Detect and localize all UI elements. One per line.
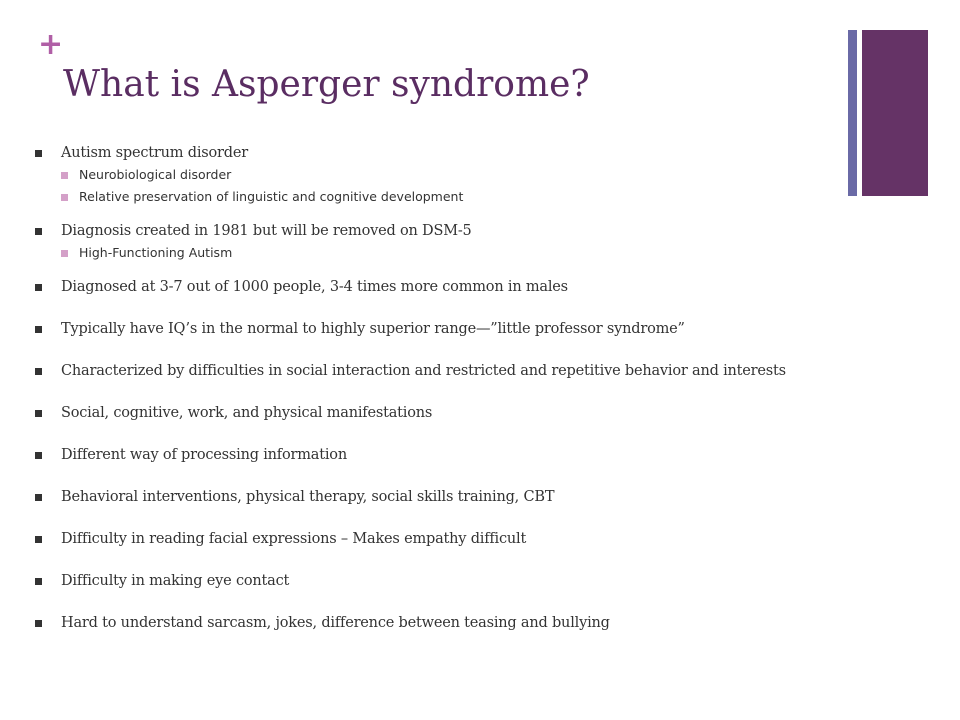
bullet-item: Behavioral interventions, physical therapy, social skills training, CBT [35,486,945,508]
bullet-item: Characterized by difficulties in social interaction and restricted and repetitive behavior and interests [35,360,945,382]
bullet-item: Diagnosed at 3-7 out of 1000 people, 3-4 times more common in males [35,276,945,298]
bullet-list [35,142,945,634]
bullet-item: Social, cognitive, work, and physical manifestations [35,402,945,424]
sub-bullet-item: Relative preservation of linguistic and cognitive development [61,186,945,208]
bullet-item: Different way of processing information [35,444,945,466]
bullet-item: Diagnosis created in 1981 but will be removed on DSM-5 [35,220,945,242]
sub-bullet-item: High-Functioning Autism [61,242,945,264]
bullet-item: Typically have IQ’s in the normal to highly superior range—”little professor syndrome” [35,318,945,340]
slide-title: What is Asperger syndrome? [63,64,590,105]
bullet-item: Autism spectrum disorder [35,142,945,164]
bullet-item: Hard to understand sarcasm, jokes, difference between teasing and bullying [35,612,945,634]
sub-bullet-item: Neurobiological disorder [61,164,945,186]
bullet-item: Difficulty in making eye contact [35,570,945,592]
bullet-item: Difficulty in reading facial expressions – Makes empathy difficult [35,528,945,550]
plus-icon: + [38,27,64,62]
